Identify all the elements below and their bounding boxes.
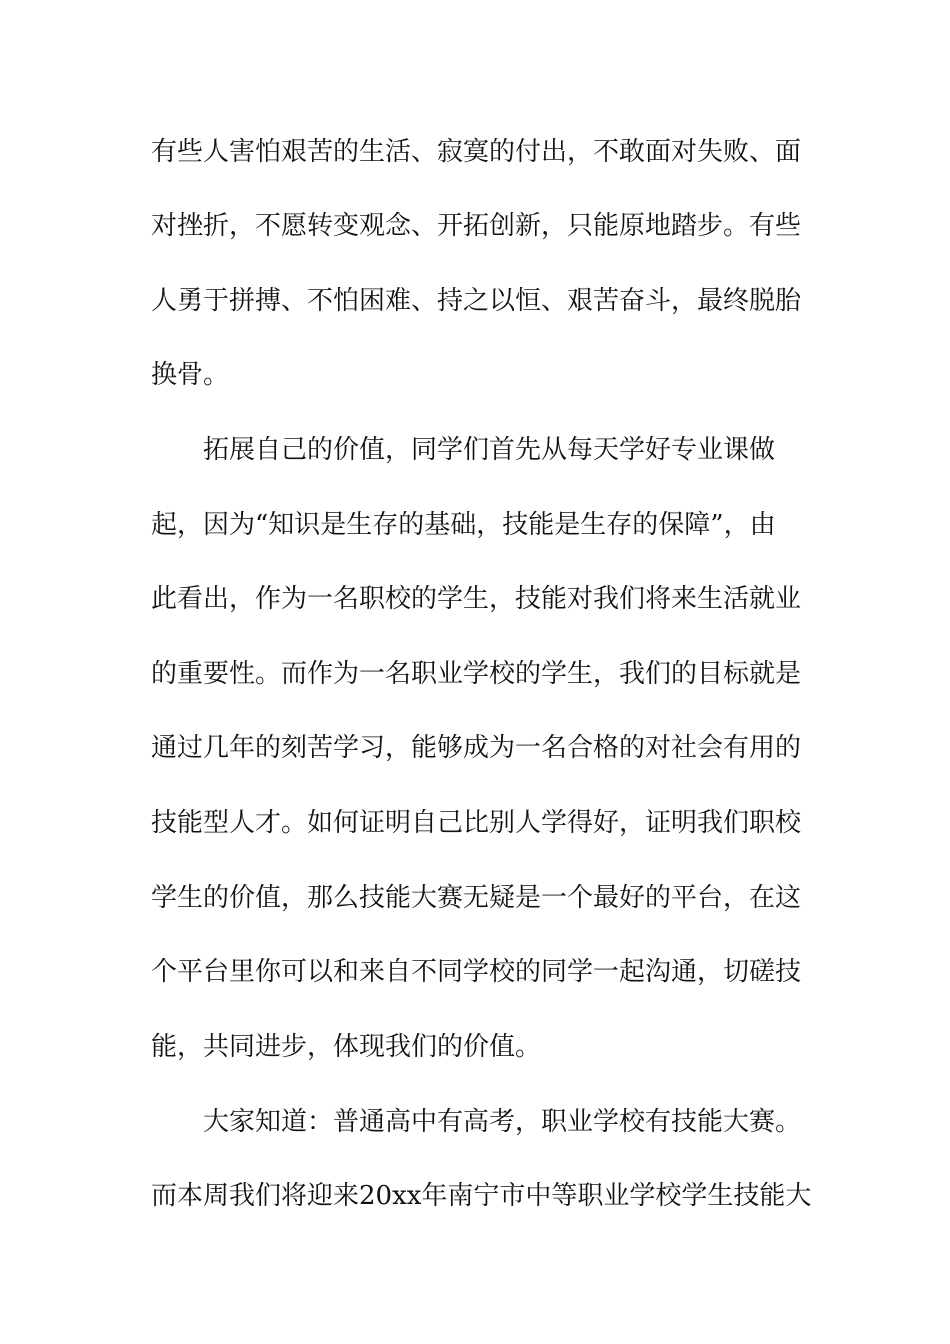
paragraph-line: 人勇于拼搏、不怕困难、持之以恒、艰苦奋斗，最终脱胎: [151, 286, 802, 316]
paragraph-first-line: 拓展自己的价值，同学们首先从每天学好专业课做: [203, 435, 776, 465]
paragraph-line: 有些人害怕艰苦的生活、寂寞的付出，不敢面对失败、面: [151, 137, 802, 167]
paragraph-line: 学生的价值，那么技能大赛无疑是一个最好的平台，在这: [151, 883, 802, 913]
paragraph-line: 通过几年的刻苦学习，能够成为一名合格的对社会有用的: [151, 733, 802, 763]
paragraph-line: 对挫折，不愿转变观念、开拓创新，只能原地踏步。有些: [151, 211, 802, 241]
paragraph-first-line: 大家知道：普通高中有高考，职业学校有技能大赛。: [203, 1107, 802, 1137]
paragraph-line: 而本周我们将迎来20xx年南宁市中等职业学校学生技能大: [151, 1181, 812, 1211]
paragraph-line: 起，因为“知识是生存的基础，技能是生存的保障”，由: [151, 510, 776, 540]
paragraph-line: 换骨。: [151, 360, 230, 390]
paragraph-line: 技能型人才。如何证明自己比别人学得好，证明我们职校: [151, 808, 802, 838]
paragraph-line: 能，共同进步，体现我们的价值。: [151, 1032, 542, 1062]
paragraph-line: 此看出，作为一名职校的学生，技能对我们将来生活就业: [151, 584, 802, 614]
paragraph-line: 的重要性。而作为一名职业学校的学生，我们的目标就是: [151, 659, 802, 689]
paragraph-line: 个平台里你可以和来自不同学校的同学一起沟通，切磋技: [151, 957, 802, 987]
